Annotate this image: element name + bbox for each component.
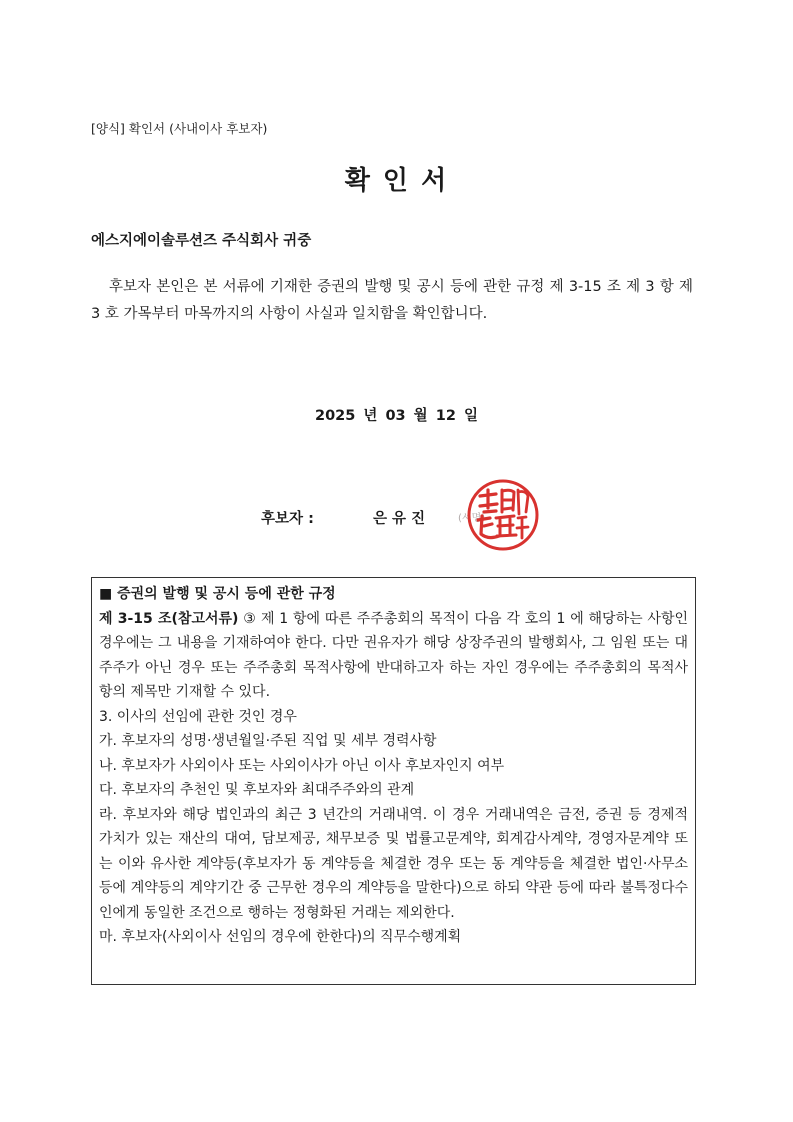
item-3: 3. 이사의 선임에 관한 것인 경우: [99, 708, 297, 725]
document-title: 확 인 서: [344, 166, 449, 196]
seal-stamp-icon: [466, 478, 540, 552]
item-ma: 마. 후보자(사외이사 선임의 경우에 한한다)의 직무수행계획: [99, 929, 462, 945]
item-ra: 라. 후보자와 해당 법인과의 최근 3 년간의 거래내역. 이 경우 거래내역은 금전, 증권 등 경제적 가치가 있는 재산의 대여, 담보제공, 채무보증 및 법률고문계약, 회계감사계약, 경영자문계약 또는 이와 유사한 계약등(후보자가 동 계약등을 체결한 경우 또는 동 계약등을 체결한 법인·사무소 등에 계약등의 계약기간 중 근무한 경우의 계약등을 말한다)으로 하되 약관 등에 따라 불특정다수인에게 동일한 조건으로 행하는 정형화된 거래는 제외한다.: [99, 806, 688, 921]
item-na: 나. 후보자가 사외이사 또는 사외이사가 아닌 이사 후보자인지 여부: [99, 757, 505, 774]
candidate-name: 은 유 진: [373, 511, 426, 527]
item-da: 다. 후보자의 추천인 및 후보자와 최대주주와의 관계: [99, 782, 415, 798]
recipient-line: 에스지에이솔루션즈 주식회사 귀중: [91, 233, 312, 249]
paragraph-text: ③ 제 1 항에 따른 주주총회의 목적이 다음 각 호의 1 에 해당하는 사항인 경우에는 그 내용을 기재하여야 한다. 다만 권유자가 해당 상장주권의 발행회사, 그 임원 또는 대주주가 아닌 경우 또는 주주총회 목적사항에 반대하고자 하는 자인 경우에는 주주총회의 목적사항의 제목만 기재할 수 있다.: [99, 610, 689, 700]
regulation-reference-box: [91, 577, 696, 985]
date-line: 2025 년 03 월 12 일: [315, 408, 478, 424]
confirmation-statement: 후보자 본인은 본 서류에 기재한 증권의 발행 및 공시 등에 관한 규정 제 3-15 조 제 3 항 제 3 호 가목부터 마목까지의 사항이 사실과 일치함을 확인합니다.: [91, 279, 693, 322]
article-label: 제 3-15 조(참고서류): [99, 610, 239, 627]
signature-label: 후보자 :: [261, 511, 314, 527]
regulation-heading: ■ 증권의 발행 및 공시 등에 관한 규정: [99, 586, 336, 602]
regulation-paragraph: [99, 607, 688, 705]
form-tag: [양식] 확인서 (사내이사 후보자): [91, 121, 268, 136]
signature-mark: (서명): [458, 513, 486, 524]
item-ga: 가. 후보자의 성명·생년월일·주된 직업 및 세부 경력사항: [99, 733, 437, 749]
